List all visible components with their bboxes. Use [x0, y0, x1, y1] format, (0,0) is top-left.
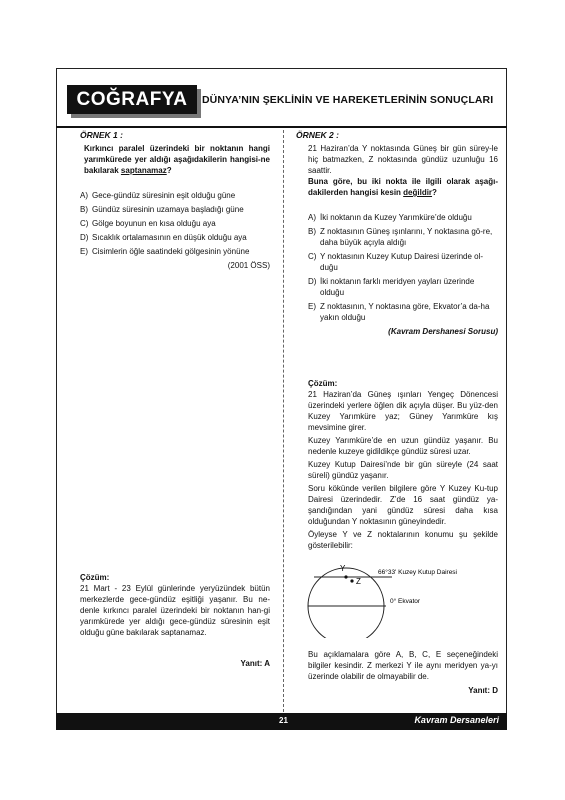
solution-paragraph: 21 Haziran’da Güneş ışınları Yengeç Dönencesi üzerindeki yerlere öğlen dik açıyla düşer. Bu yüz-den Kuzey Yarımküre yaz; Güney Yarımküre kış mevsimine girer. — [308, 390, 498, 432]
page-header — [56, 68, 507, 126]
column-divider — [283, 130, 284, 712]
example-2-title: ÖRNEK 2 : — [296, 130, 339, 140]
example-1-source: (2001 ÖSS) — [227, 261, 270, 270]
point-y-label: Y — [340, 564, 346, 573]
header-rule — [56, 126, 507, 128]
point-z-label: Z — [356, 577, 361, 586]
option-e: E) Z noktasının, Y noktasına göre, Ekvator’a da-ha yakın olduğu — [308, 302, 490, 322]
solution-paragraph: Kuzey Kutup Dairesi’nde bir gün süreyle (24 saat süreli) gündüz yaşanır. — [308, 460, 498, 480]
example-2-question: Buna göre, bu iki nokta ile ilgili olarak aşağı-dakilerden hangisi kesin değildir? — [308, 177, 498, 197]
option-e: E) Cisimlerin öğle saatindeki gölgesinin yönüne — [80, 247, 250, 256]
point-y — [344, 575, 347, 578]
conclusion-text: Bu açıklamalara göre A, B, C, E seçeneğindeki bilgiler kesindir. Z merkezi Y ile aynı meridyen ya-yı üzerinde olabilir de olmayabilir de. — [308, 650, 498, 681]
earth-diagram — [306, 558, 506, 638]
option-b: B) Z noktasının Güneş ışınlarını, Y noktasına gö-re, daha büyük açıyla aldığı — [308, 227, 493, 247]
subject-title: COĞRAFYA — [67, 85, 197, 114]
brand-name: Kavram Dersaneleri — [414, 715, 499, 725]
example-1-solution — [80, 572, 270, 669]
example-2-source: (Kavram Dershanesi Sorusu) — [388, 327, 498, 336]
example-1-title: ÖRNEK 1 : — [80, 130, 123, 140]
solution-text: 21 Mart - 23 Eylül günlerinde yeryüzündek bütün merkezlerde gece-gündüz eşitliği yaşanır. Bu ne-denle kırkıncı paralel üzerindeki bir noktanın han-gi yarımkürede yer aldığı gece-gündüz süresinin eşit olduğu güne bakılarak saptanamaz. — [80, 584, 270, 637]
answer: Yanıt: A — [240, 659, 270, 668]
option-b: B) Gündüz süresinin uzamaya başladığı güne — [80, 205, 244, 214]
example-2 — [296, 130, 498, 337]
point-z — [350, 579, 353, 582]
example-2-options — [308, 212, 498, 323]
solution-paragraph: Kuzey Yarımküre’de en uzun gündüz yaşanır. Bu nedenle kuzeye gidildikçe gündüz süresi uzar. — [308, 436, 498, 456]
solution-title: Çözüm: — [308, 379, 338, 388]
example-2-intro: 21 Haziran’da Y noktasında Güneş bir gün sürey-le hiç batmazken, Z noktasında gündüz uzunluğu 16 saattir. — [308, 144, 498, 175]
option-c: C) Y noktasının Kuzey Kutup Dairesi üzerinde ol-duğu — [308, 252, 484, 272]
option-a: A) İki noktanın da Kuzey Yarımküre’de olduğu — [308, 213, 472, 222]
solution-title: Çözüm: — [80, 573, 110, 582]
arctic-label: 66°33' Kuzey Kutup Dairesi — [378, 569, 457, 576]
option-a: A) Gece-gündüz süresinin eşit olduğu güne — [80, 191, 236, 200]
example-1 — [80, 130, 270, 271]
example-2-solution — [308, 378, 498, 551]
example-1-question: Kırkıncı paralel üzerindeki bir noktanın hangi yarımkürede yer aldığı aşağıdakilerin hangisi-ne bakılarak saptanamaz? — [84, 144, 270, 175]
solution-paragraph: Soru kökünde verilen bilgilere göre Y Kuzey Ku-tup Dairesi üzerindedir. Z’de 16 saat gündüz ya-şandığından yani gündüz süresi daha kısa olduğundan Y noktasının güneyindedir. — [308, 484, 498, 526]
option-d: D) Sıcaklık ortalamasının en düşük olduğu aya — [80, 233, 247, 242]
answer: Yanıt: D — [468, 686, 498, 695]
topic-title: DÜNYA’NIN ŞEKLİNİN VE HAREKETLERİNİN SONUÇLARI — [202, 94, 494, 106]
page-number: 21 — [279, 716, 288, 725]
example-1-options — [80, 190, 270, 257]
page-footer — [56, 713, 507, 730]
example-2-conclusion — [308, 649, 498, 696]
option-c: C) Gölge boyunun en kısa olduğu aya — [80, 219, 216, 228]
solution-paragraph: Öyleyse Y ve Z noktalarının konumu şu şekilde gösterilebilir: — [308, 530, 498, 550]
option-d: D) İki noktanın farklı meridyen yayları üzerinde olduğu — [308, 277, 475, 297]
equator-label: 0° Ekvator — [390, 598, 421, 605]
